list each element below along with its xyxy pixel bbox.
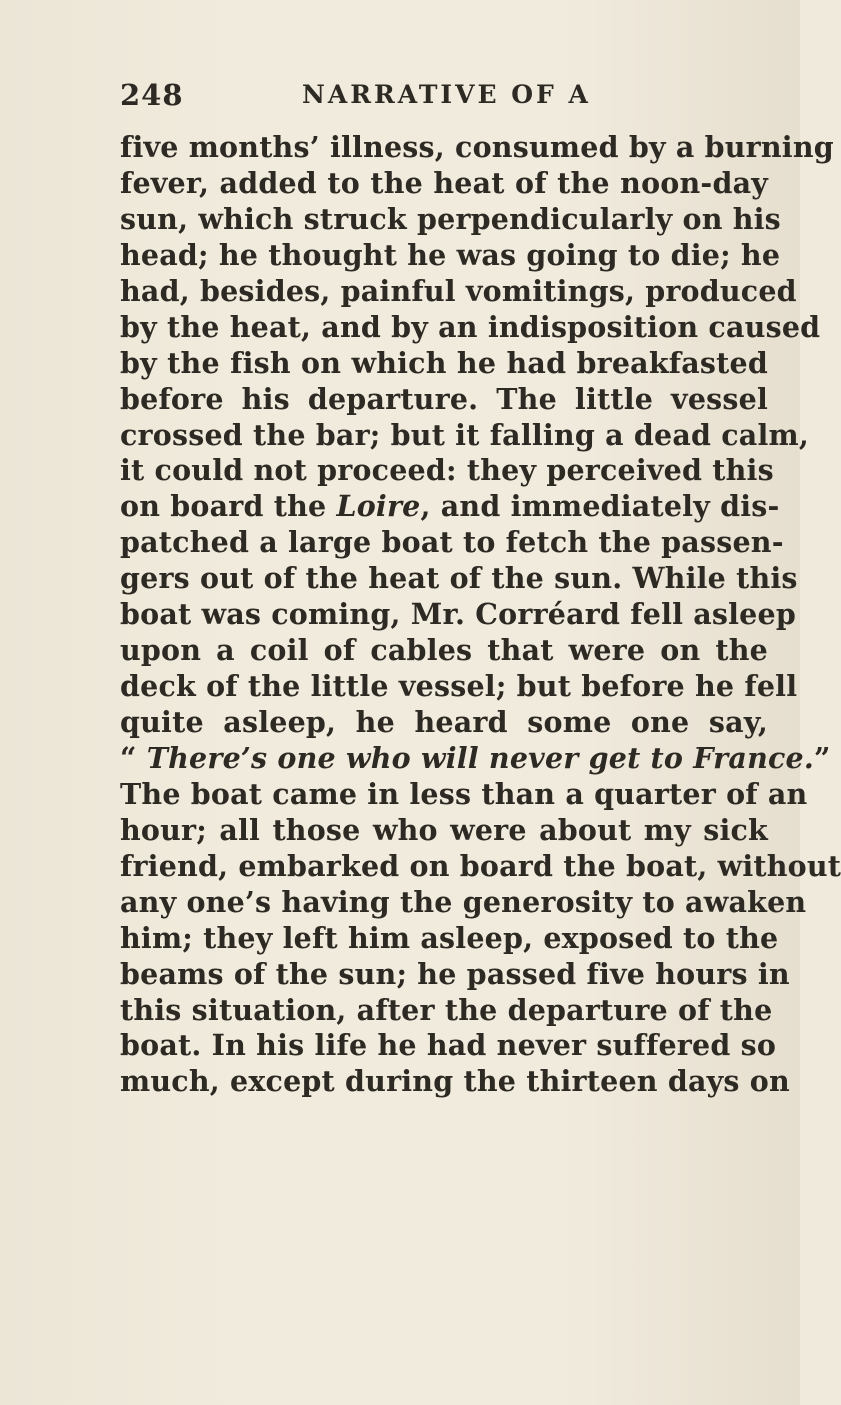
text-run: , and immediately dis-	[420, 489, 780, 524]
text-line: it could not proceed: they perceived this	[120, 453, 774, 488]
text-run: ”	[814, 740, 831, 775]
text-line: this situation, after the departure of the	[120, 992, 773, 1027]
text-line: any one’s having the generosity to awaken	[120, 884, 807, 919]
quoted-speech-italic: There’s one who will never get to France.	[146, 740, 814, 775]
body-text	[120, 130, 841, 1100]
text-line: crossed the bar; but it falling a dead calm,	[120, 417, 809, 452]
text-line: head; he thought he was going to die; he	[120, 237, 781, 272]
page-number: 248	[120, 78, 184, 112]
text-line: fever, added to the heat of the noon-day	[120, 165, 768, 200]
text-line: beams of the sun; he passed five hours in	[120, 956, 790, 991]
text-line	[120, 489, 780, 525]
text-line: boat was coming, Mr. Corréard fell asleep	[120, 597, 796, 632]
text-line: deck of the little vessel; but before he fell	[120, 669, 798, 704]
text-line: sun, which struck perpendicularly on his	[120, 201, 781, 236]
text-line: before his departure. The little vessel	[120, 381, 768, 416]
text-line: boat. In his life he had never suffered so	[120, 1028, 777, 1063]
text-line	[120, 740, 831, 777]
text-line: The boat came in less than a quarter of an	[120, 776, 808, 811]
text-line: much, except during the thirteen days on	[120, 1064, 790, 1099]
text-line: patched a large boat to fetch the passen-	[120, 525, 784, 560]
text-line: five months’ illness, consumed by a burning	[120, 130, 834, 164]
text-run: on board the	[120, 489, 337, 524]
text-line: upon a coil of cables that were on the	[120, 633, 768, 668]
text-line: by the heat, and by an indisposition caused	[120, 309, 821, 344]
text-line: quite asleep, he heard some one say,	[120, 705, 768, 739]
running-head: NARRATIVE OF A	[302, 80, 591, 109]
ship-name-italic: Loire	[336, 489, 421, 524]
text-line: him; they left him asleep, exposed to the	[120, 920, 779, 955]
text-line: by the fish on which he had breakfasted	[120, 345, 768, 380]
text-line: had, besides, painful vomitings, produced	[120, 273, 797, 308]
page-header	[120, 78, 760, 118]
text-line: gers out of the heat of the sun. While this	[120, 561, 798, 596]
text-run: “	[120, 740, 147, 775]
text-line: hour; all those who were about my sick	[120, 812, 768, 847]
text-line: friend, embarked on board the boat, without	[120, 848, 841, 883]
